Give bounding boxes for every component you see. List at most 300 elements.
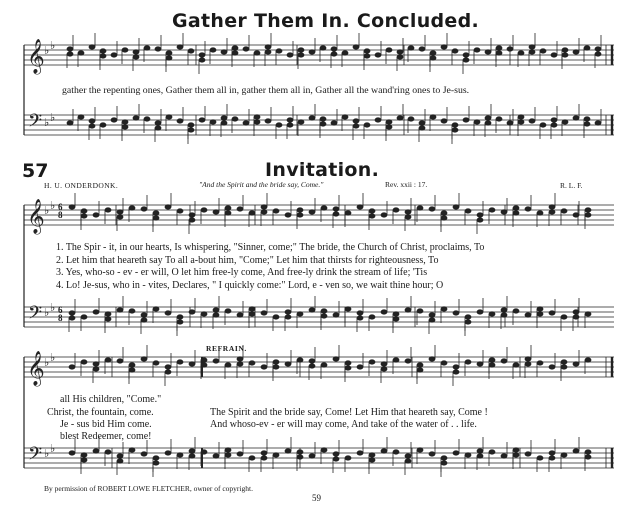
notehead bbox=[201, 208, 207, 212]
notehead bbox=[321, 309, 327, 313]
notehead bbox=[357, 311, 363, 315]
notehead bbox=[237, 357, 243, 361]
notehead bbox=[465, 209, 471, 213]
verse-2: 2. Let him that heareth say To all a-bout him, "Come;" Let him that thirsts for righteousness, To bbox=[56, 255, 439, 266]
notehead bbox=[105, 208, 111, 212]
notehead bbox=[381, 367, 387, 371]
notehead bbox=[177, 209, 183, 213]
notehead bbox=[525, 362, 531, 366]
notehead bbox=[105, 358, 111, 362]
notehead bbox=[189, 449, 195, 453]
notehead bbox=[141, 357, 147, 361]
notehead bbox=[453, 370, 459, 374]
notehead bbox=[321, 206, 327, 210]
notehead bbox=[232, 46, 238, 50]
notehead bbox=[585, 455, 591, 459]
svg-text:♭: ♭ bbox=[44, 204, 50, 217]
notehead bbox=[405, 210, 411, 214]
svg-text:♭: ♭ bbox=[50, 351, 56, 364]
time-signature-bass: 6 8 bbox=[58, 305, 63, 323]
notehead bbox=[100, 54, 106, 58]
notehead bbox=[141, 452, 147, 456]
notehead bbox=[453, 205, 459, 209]
notehead bbox=[105, 312, 111, 316]
notehead bbox=[249, 211, 255, 215]
notehead bbox=[452, 123, 458, 127]
notehead bbox=[177, 315, 183, 319]
notehead bbox=[199, 58, 205, 62]
notehead bbox=[117, 359, 123, 363]
svg-text:♭: ♭ bbox=[44, 447, 50, 460]
notehead bbox=[452, 49, 458, 53]
notehead bbox=[507, 47, 513, 51]
notehead bbox=[353, 119, 359, 123]
notehead bbox=[177, 360, 183, 364]
notehead bbox=[81, 209, 87, 213]
notehead bbox=[513, 309, 519, 313]
notehead bbox=[357, 205, 363, 209]
notehead bbox=[297, 213, 303, 217]
notehead bbox=[562, 48, 568, 52]
notehead bbox=[595, 52, 601, 56]
notehead bbox=[261, 311, 267, 315]
notehead bbox=[513, 211, 519, 215]
notehead bbox=[397, 55, 403, 59]
notehead bbox=[417, 368, 423, 372]
notehead bbox=[320, 122, 326, 126]
notehead bbox=[67, 47, 73, 51]
notehead bbox=[489, 450, 495, 454]
notehead bbox=[549, 311, 555, 315]
notehead bbox=[357, 451, 363, 455]
svg-text:♭: ♭ bbox=[50, 39, 56, 52]
notehead bbox=[285, 213, 291, 217]
notehead bbox=[285, 449, 291, 453]
notehead bbox=[477, 213, 483, 217]
notehead bbox=[261, 365, 267, 369]
notehead bbox=[429, 313, 435, 317]
notehead bbox=[237, 362, 243, 366]
notehead bbox=[249, 361, 255, 365]
notehead bbox=[386, 120, 392, 124]
notehead bbox=[441, 361, 447, 365]
notehead bbox=[551, 53, 557, 57]
notehead bbox=[261, 451, 267, 455]
notehead bbox=[393, 317, 399, 321]
notehead bbox=[333, 457, 339, 461]
notehead bbox=[452, 128, 458, 132]
notehead bbox=[89, 124, 95, 128]
notehead bbox=[297, 312, 303, 316]
notehead bbox=[213, 454, 219, 458]
notehead bbox=[331, 47, 337, 51]
notehead bbox=[225, 309, 231, 313]
notehead bbox=[518, 120, 524, 124]
notehead bbox=[320, 46, 326, 50]
notehead bbox=[562, 53, 568, 57]
notehead bbox=[199, 118, 205, 122]
notehead bbox=[549, 205, 555, 209]
notehead bbox=[153, 211, 159, 215]
notehead bbox=[210, 120, 216, 124]
notehead bbox=[501, 454, 507, 458]
notehead bbox=[441, 307, 447, 311]
notehead bbox=[221, 121, 227, 125]
notehead bbox=[477, 449, 483, 453]
svg-text:𝄞: 𝄞 bbox=[27, 199, 45, 234]
notehead bbox=[397, 50, 403, 54]
notehead bbox=[201, 450, 207, 454]
notehead bbox=[489, 358, 495, 362]
notehead bbox=[477, 310, 483, 314]
notehead bbox=[369, 360, 375, 364]
notehead bbox=[562, 120, 568, 124]
notehead bbox=[513, 206, 519, 210]
notehead bbox=[393, 450, 399, 454]
notehead bbox=[309, 308, 315, 312]
notehead bbox=[419, 121, 425, 125]
notehead bbox=[496, 46, 502, 50]
notehead bbox=[430, 56, 436, 60]
notehead bbox=[243, 47, 249, 51]
notehead bbox=[453, 451, 459, 455]
notehead bbox=[165, 370, 171, 374]
svg-text:♭: ♭ bbox=[50, 199, 56, 212]
notehead bbox=[166, 56, 172, 60]
notehead bbox=[141, 318, 147, 322]
notehead bbox=[225, 206, 231, 210]
notehead bbox=[441, 211, 447, 215]
notehead bbox=[213, 359, 219, 363]
notehead bbox=[67, 121, 73, 125]
notehead bbox=[331, 52, 337, 56]
notehead bbox=[153, 456, 159, 460]
notehead bbox=[513, 448, 519, 452]
notehead bbox=[364, 54, 370, 58]
refrain-line-1: all His children, "Come." bbox=[60, 394, 162, 405]
notehead bbox=[201, 363, 207, 367]
svg-text:𝄢: 𝄢 bbox=[28, 303, 43, 328]
notehead bbox=[489, 363, 495, 367]
notehead bbox=[69, 451, 75, 455]
notehead bbox=[333, 313, 339, 317]
notehead bbox=[537, 456, 543, 460]
notehead bbox=[165, 365, 171, 369]
notehead bbox=[188, 128, 194, 132]
verse-3: 3. Yes, who-so - ev - er will, O let him free-ly come, And free-ly drink the stream of life; 'Tis bbox=[56, 267, 428, 278]
notehead bbox=[309, 454, 315, 458]
notehead bbox=[213, 210, 219, 214]
composer-credit: H. U. ONDERDONK. bbox=[44, 181, 119, 190]
notehead bbox=[573, 213, 579, 217]
notehead bbox=[273, 209, 279, 213]
notehead bbox=[525, 357, 531, 361]
notehead bbox=[489, 208, 495, 212]
notehead bbox=[369, 214, 375, 218]
notehead bbox=[463, 53, 469, 57]
refrain-line-2: Christ, the fountain, come. bbox=[47, 407, 154, 418]
notehead bbox=[465, 360, 471, 364]
notehead bbox=[254, 115, 260, 119]
notehead bbox=[153, 307, 159, 311]
notehead bbox=[213, 313, 219, 317]
notehead bbox=[129, 448, 135, 452]
notehead bbox=[441, 461, 447, 465]
refrain-text-1: The Spirit and the bride say, Come! Let Him that heareth say, Come ! bbox=[210, 407, 488, 418]
notehead bbox=[276, 123, 282, 127]
notehead bbox=[141, 207, 147, 211]
notehead bbox=[81, 458, 87, 462]
notehead bbox=[144, 117, 150, 121]
page-number: 59 bbox=[312, 493, 321, 503]
notehead bbox=[67, 52, 73, 56]
notehead bbox=[225, 363, 231, 367]
notehead bbox=[485, 121, 491, 125]
notehead bbox=[133, 50, 139, 54]
notehead bbox=[405, 454, 411, 458]
notehead bbox=[381, 362, 387, 366]
notehead bbox=[551, 118, 557, 122]
notehead bbox=[540, 49, 546, 53]
hymn-title: Invitation. bbox=[265, 159, 380, 181]
notehead bbox=[537, 361, 543, 365]
notehead bbox=[81, 453, 87, 457]
notehead bbox=[584, 46, 590, 50]
notehead bbox=[265, 45, 271, 49]
notehead bbox=[465, 315, 471, 319]
notehead bbox=[441, 119, 447, 123]
notehead bbox=[273, 315, 279, 319]
notehead bbox=[573, 362, 579, 366]
notehead bbox=[297, 358, 303, 362]
notehead bbox=[430, 51, 436, 55]
notehead bbox=[309, 116, 315, 120]
notehead bbox=[573, 116, 579, 120]
notehead bbox=[345, 307, 351, 311]
notehead bbox=[537, 307, 543, 311]
svg-text:♭: ♭ bbox=[44, 356, 50, 369]
notehead bbox=[165, 451, 171, 455]
notehead bbox=[585, 208, 591, 212]
notehead bbox=[441, 216, 447, 220]
notehead bbox=[453, 365, 459, 369]
notehead bbox=[501, 308, 507, 312]
notehead bbox=[201, 312, 207, 316]
notehead bbox=[81, 315, 87, 319]
notehead bbox=[155, 121, 161, 125]
notehead bbox=[93, 310, 99, 314]
notehead bbox=[417, 309, 423, 313]
notehead bbox=[408, 117, 414, 121]
notehead bbox=[81, 360, 87, 364]
notehead bbox=[129, 368, 135, 372]
notehead bbox=[333, 212, 339, 216]
notehead bbox=[297, 208, 303, 212]
refrain-line-4: blest Redeemer, come! bbox=[60, 431, 152, 442]
notehead bbox=[261, 210, 267, 214]
notehead bbox=[213, 308, 219, 312]
notehead bbox=[357, 316, 363, 320]
verse-4: 4. Lo! Je-sus, who in - vites, Declares, " I quickly come:" Lord, e - ven so, we wait thine hour; O bbox=[56, 280, 444, 291]
refrain-label: REFRAIN. bbox=[206, 344, 247, 353]
svg-text:𝄢: 𝄢 bbox=[28, 444, 43, 469]
notehead bbox=[105, 317, 111, 321]
notehead bbox=[525, 313, 531, 317]
notehead bbox=[419, 47, 425, 51]
notehead bbox=[549, 210, 555, 214]
notehead bbox=[333, 357, 339, 361]
notehead bbox=[333, 452, 339, 456]
notehead bbox=[177, 453, 183, 457]
notehead bbox=[551, 123, 557, 127]
notehead bbox=[69, 205, 75, 209]
notehead bbox=[485, 116, 491, 120]
notehead bbox=[345, 456, 351, 460]
notehead bbox=[353, 45, 359, 49]
notehead bbox=[465, 453, 471, 457]
notehead bbox=[166, 115, 172, 119]
svg-text:𝄞: 𝄞 bbox=[27, 351, 45, 386]
notehead bbox=[501, 359, 507, 363]
notehead bbox=[561, 360, 567, 364]
notehead bbox=[153, 461, 159, 465]
notehead bbox=[364, 49, 370, 53]
svg-text:♭: ♭ bbox=[44, 306, 50, 319]
notehead bbox=[93, 213, 99, 217]
notehead bbox=[129, 363, 135, 367]
notehead bbox=[105, 450, 111, 454]
notehead bbox=[189, 213, 195, 217]
notehead bbox=[177, 45, 183, 49]
notehead bbox=[453, 311, 459, 315]
notehead bbox=[561, 209, 567, 213]
notehead bbox=[199, 53, 205, 57]
notehead bbox=[375, 118, 381, 122]
notehead bbox=[117, 210, 123, 214]
notehead bbox=[518, 51, 524, 55]
notehead bbox=[584, 122, 590, 126]
svg-text:♭: ♭ bbox=[44, 116, 50, 129]
notehead bbox=[595, 121, 601, 125]
notehead bbox=[429, 357, 435, 361]
notehead bbox=[297, 455, 303, 459]
notehead bbox=[549, 456, 555, 460]
notehead bbox=[386, 48, 392, 52]
author-credit: R. L. F. bbox=[560, 181, 583, 190]
notehead bbox=[309, 364, 315, 368]
notehead bbox=[477, 454, 483, 458]
notehead bbox=[188, 123, 194, 127]
notehead bbox=[309, 210, 315, 214]
notehead bbox=[129, 206, 135, 210]
notehead bbox=[405, 459, 411, 463]
notehead bbox=[237, 452, 243, 456]
notehead bbox=[463, 118, 469, 122]
notehead bbox=[261, 456, 267, 460]
notehead bbox=[525, 452, 531, 456]
notehead bbox=[331, 121, 337, 125]
notehead bbox=[111, 53, 117, 57]
notehead bbox=[561, 315, 567, 319]
notehead bbox=[188, 49, 194, 53]
notehead bbox=[393, 208, 399, 212]
notehead bbox=[117, 215, 123, 219]
notehead bbox=[177, 320, 183, 324]
notehead bbox=[232, 51, 238, 55]
svg-text:♭: ♭ bbox=[44, 44, 50, 57]
notehead bbox=[513, 363, 519, 367]
notehead bbox=[133, 116, 139, 120]
notehead bbox=[429, 452, 435, 456]
notehead bbox=[474, 120, 480, 124]
notehead bbox=[287, 123, 293, 127]
notehead bbox=[273, 453, 279, 457]
notehead bbox=[573, 50, 579, 54]
notehead bbox=[561, 453, 567, 457]
notehead bbox=[254, 120, 260, 124]
notehead bbox=[537, 312, 543, 316]
notehead bbox=[285, 362, 291, 366]
notehead bbox=[133, 55, 139, 59]
notehead bbox=[369, 209, 375, 213]
notehead bbox=[477, 218, 483, 222]
notehead bbox=[93, 449, 99, 453]
notehead bbox=[405, 359, 411, 363]
permission-note: By permission of ROBERT LOWE FLETCHER, owner of copyright. bbox=[44, 484, 253, 493]
notehead bbox=[285, 310, 291, 314]
notehead bbox=[122, 125, 128, 129]
notehead bbox=[165, 205, 171, 209]
notehead bbox=[345, 366, 351, 370]
notehead bbox=[430, 115, 436, 119]
notehead bbox=[369, 453, 375, 457]
notehead bbox=[345, 211, 351, 215]
svg-text:♭: ♭ bbox=[50, 442, 56, 455]
hymn-number: 57 bbox=[22, 160, 49, 182]
notehead bbox=[441, 45, 447, 49]
notehead bbox=[210, 48, 216, 52]
notehead bbox=[243, 121, 249, 125]
notehead bbox=[69, 365, 75, 369]
notehead bbox=[177, 119, 183, 123]
notehead bbox=[369, 458, 375, 462]
notehead bbox=[345, 361, 351, 365]
notehead bbox=[81, 214, 87, 218]
notehead bbox=[165, 311, 171, 315]
notehead bbox=[117, 454, 123, 458]
notehead bbox=[585, 358, 591, 362]
notehead bbox=[189, 362, 195, 366]
notehead bbox=[573, 315, 579, 319]
notehead bbox=[529, 45, 535, 49]
notehead bbox=[155, 47, 161, 51]
notehead bbox=[78, 51, 84, 55]
notehead bbox=[225, 448, 231, 452]
refrain-line-3: Je - sus bid Him come. bbox=[60, 419, 152, 430]
notehead bbox=[221, 116, 227, 120]
notehead bbox=[417, 448, 423, 452]
notehead bbox=[89, 119, 95, 123]
notehead bbox=[393, 312, 399, 316]
svg-text:♭: ♭ bbox=[50, 111, 56, 124]
notehead bbox=[342, 115, 348, 119]
notehead bbox=[549, 451, 555, 455]
notehead bbox=[100, 49, 106, 53]
notehead bbox=[261, 205, 267, 209]
notehead bbox=[496, 117, 502, 121]
notehead bbox=[573, 449, 579, 453]
notehead bbox=[298, 48, 304, 52]
